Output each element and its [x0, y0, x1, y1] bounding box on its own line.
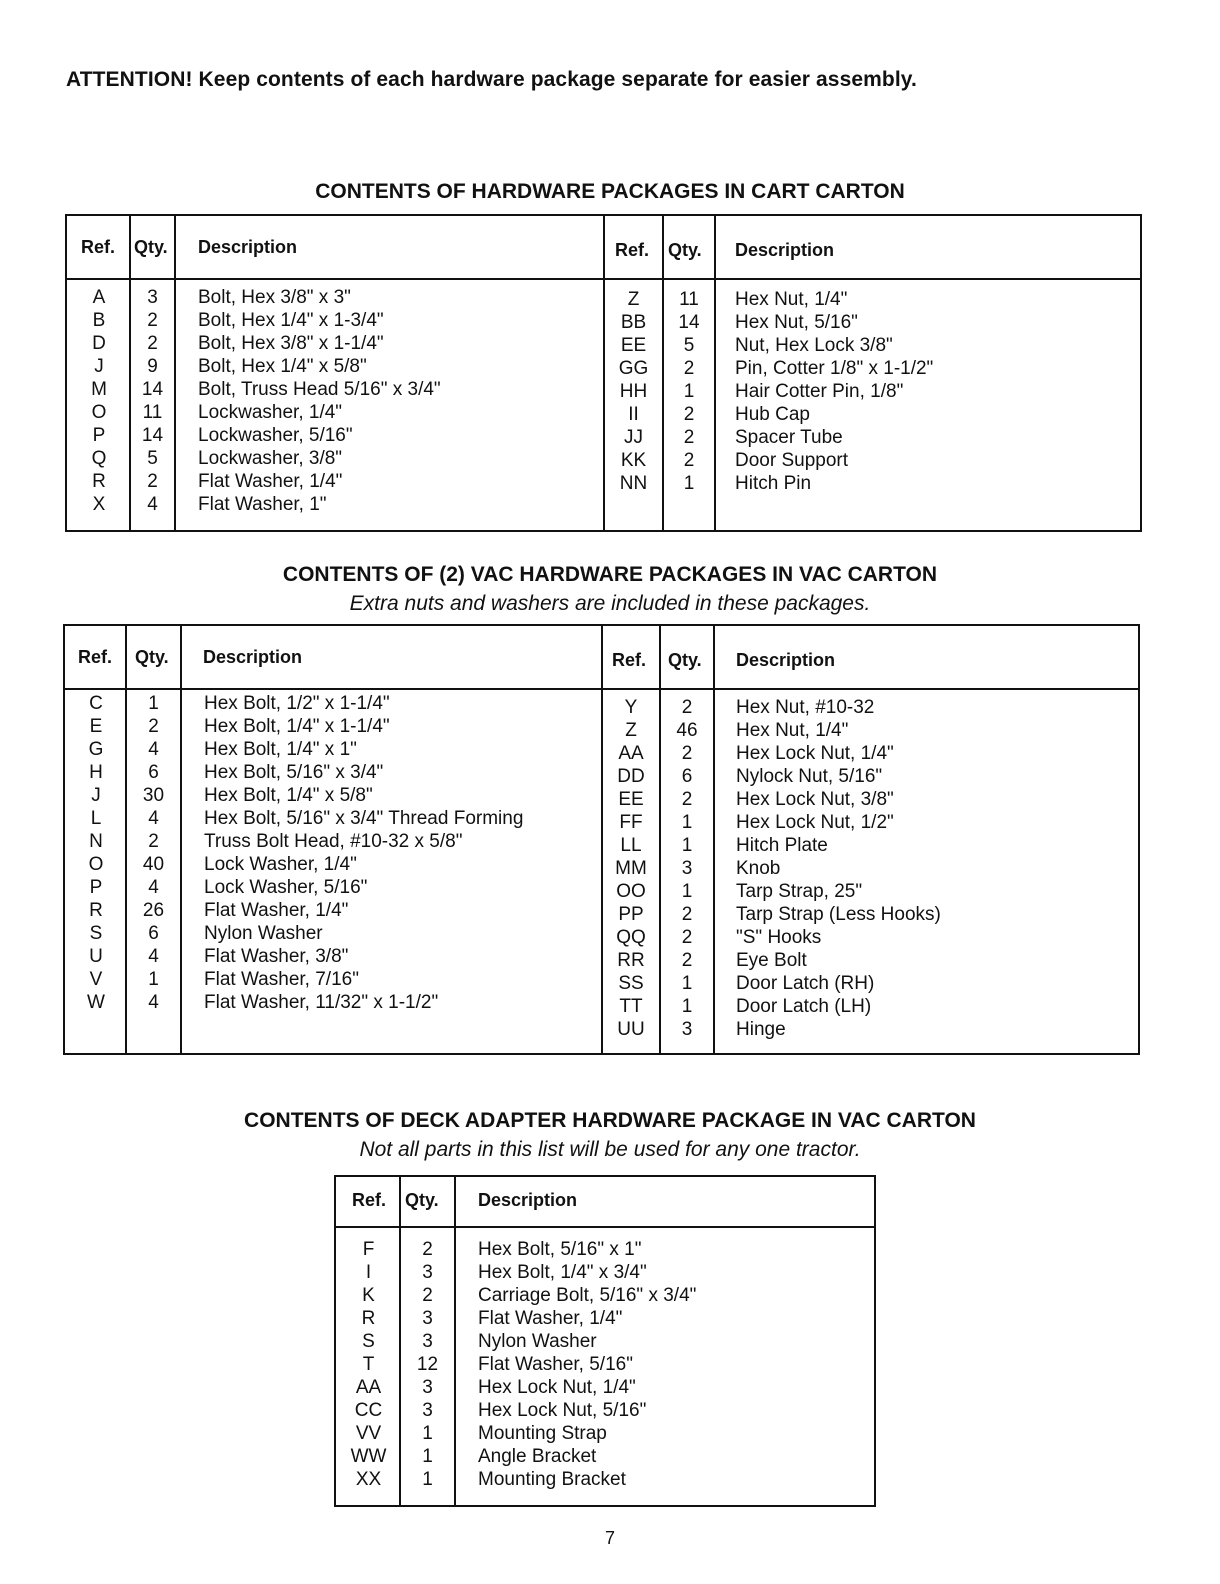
part-ref: K	[362, 1285, 375, 1306]
part-ref: S	[89, 923, 103, 944]
part-description: Hex Lock Nut, 5/16"	[478, 1400, 647, 1421]
part-qty: 1	[148, 969, 159, 990]
part-qty: 1	[683, 381, 695, 402]
header-description: Description	[736, 650, 836, 670]
part-description: Hitch Plate	[736, 835, 828, 856]
part-description: Mounting Strap	[478, 1423, 607, 1444]
part-qty: 2	[147, 471, 158, 492]
deck-hardware-table	[334, 1175, 876, 1507]
part-qty: 1	[683, 473, 695, 494]
part-description: Flat Washer, 1"	[198, 494, 327, 515]
part-qty: 12	[416, 1354, 439, 1375]
part-description: Flat Washer, 1/4"	[478, 1308, 623, 1329]
part-description: Angle Bracket	[478, 1446, 597, 1467]
part-description: Spacer Tube	[735, 427, 843, 448]
part-description: Hub Cap	[735, 404, 810, 425]
part-qty: 5	[683, 335, 695, 356]
cart-table-title: CONTENTS OF HARDWARE PACKAGES IN CART CARTON	[315, 180, 905, 203]
part-qty: 2	[683, 358, 695, 379]
part-qty: 1	[422, 1423, 433, 1444]
header-ref: Ref.	[81, 237, 116, 257]
part-ref: X	[92, 494, 106, 515]
part-description: Hex Bolt, 5/16" x 1"	[478, 1239, 642, 1260]
part-description: Lock Washer, 1/4"	[204, 854, 357, 875]
part-qty: 2	[683, 427, 695, 448]
part-ref: S	[362, 1331, 375, 1352]
part-ref-column	[67, 286, 131, 516]
part-ref: R	[92, 471, 106, 492]
part-qty: 1	[681, 835, 693, 856]
part-description: Bolt, Truss Head 5/16" x 3/4"	[198, 379, 441, 400]
header-ref: Ref.	[612, 650, 647, 670]
part-description: Bolt, Hex 3/8" x 3"	[198, 287, 351, 308]
part-description-column	[204, 692, 523, 1014]
part-qty: 11	[142, 402, 163, 423]
part-qty: 3	[422, 1308, 433, 1329]
part-ref: XX	[355, 1469, 382, 1490]
part-description: Hex Lock Nut, 3/8"	[736, 789, 894, 810]
part-description: Lockwasher, 5/16"	[198, 425, 353, 446]
part-description: Hex Bolt, 5/16" x 3/4" Thread Forming	[204, 808, 524, 829]
part-ref: L	[90, 808, 102, 829]
part-description: Hinge	[736, 1019, 786, 1040]
part-ref: FF	[619, 812, 643, 833]
part-description: Flat Washer, 11/32" x 1-1/2"	[204, 992, 439, 1013]
part-ref: KK	[620, 450, 647, 471]
part-qty: 9	[147, 356, 158, 377]
part-qty: 4	[148, 992, 159, 1013]
part-ref: AA	[618, 743, 644, 764]
part-ref: R	[89, 900, 103, 921]
part-description: Lock Washer, 5/16"	[204, 877, 368, 898]
header-ref: Ref.	[78, 647, 113, 667]
part-description: Hex Nut, #10-32	[736, 697, 875, 718]
vac-hardware-table	[63, 624, 1140, 1055]
part-ref: Q	[91, 448, 107, 469]
part-description: Hex Lock Nut, 1/4"	[478, 1377, 636, 1398]
part-description: Flat Washer, 7/16"	[204, 969, 359, 990]
part-description: Hex Nut, 1/4"	[736, 720, 849, 741]
part-ref: Z	[625, 720, 637, 741]
part-qty: 1	[422, 1469, 433, 1490]
part-qty: 6	[148, 923, 159, 944]
part-ref: QQ	[616, 927, 646, 948]
part-description: Door Latch (LH)	[736, 996, 872, 1017]
part-qty: 6	[148, 762, 159, 783]
part-qty: 3	[422, 1331, 433, 1352]
part-qty: 1	[681, 973, 693, 994]
part-qty: 3	[422, 1377, 433, 1398]
header-description: Description	[203, 647, 303, 667]
part-description-column	[735, 288, 933, 495]
part-qty: 11	[679, 289, 699, 310]
part-ref: J	[91, 785, 101, 806]
part-description: Mounting Bracket	[478, 1469, 626, 1490]
header-ref: Ref.	[352, 1190, 387, 1210]
part-description: Tarp Strap (Less Hooks)	[736, 904, 941, 925]
part-qty: 2	[148, 716, 159, 737]
header-qty: Qty.	[134, 237, 168, 257]
part-ref: M	[91, 379, 107, 400]
part-ref: EE	[620, 335, 647, 356]
part-description: Hex Lock Nut, 1/4"	[736, 743, 894, 764]
part-qty: 40	[142, 854, 165, 875]
part-description: Hair Cotter Pin, 1/8"	[735, 381, 904, 402]
part-ref: WW	[350, 1446, 387, 1467]
part-description: Bolt, Hex 3/8" x 1-1/4"	[198, 333, 384, 354]
part-description: Nylon Washer	[478, 1331, 597, 1352]
part-description: Carriage Bolt, 5/16" x 3/4"	[478, 1285, 697, 1306]
part-ref: RR	[617, 950, 645, 971]
part-qty-column	[664, 288, 714, 495]
part-ref-column	[65, 692, 127, 1014]
header-description: Description	[198, 237, 298, 257]
part-qty: 3	[422, 1262, 433, 1283]
cart-hardware-table	[65, 214, 1142, 532]
part-qty: 3	[422, 1400, 433, 1421]
part-ref: P	[89, 877, 103, 898]
part-description: Door Latch (RH)	[736, 973, 875, 994]
part-qty: 2	[147, 333, 158, 354]
part-description: Hex Nut, 1/4"	[735, 289, 848, 310]
part-ref: TT	[619, 996, 643, 1017]
part-description: Flat Washer, 1/4"	[204, 900, 349, 921]
part-description: Hex Bolt, 1/4" x 3/4"	[478, 1262, 647, 1283]
part-ref: V	[89, 969, 103, 990]
part-ref: J	[94, 356, 104, 377]
part-qty: 4	[148, 946, 159, 967]
part-ref: I	[365, 1262, 372, 1283]
vac-table-subtitle: Extra nuts and washers are included in these packages.	[349, 592, 871, 615]
part-ref: DD	[617, 766, 645, 787]
part-qty: 2	[681, 789, 693, 810]
part-description-column	[198, 286, 441, 516]
part-qty: 1	[681, 881, 693, 902]
part-ref: NN	[619, 473, 648, 494]
part-ref: CC	[354, 1400, 383, 1421]
part-ref: E	[89, 716, 103, 737]
part-ref: C	[89, 693, 103, 714]
part-qty: 2	[681, 904, 693, 925]
part-ref: O	[91, 402, 107, 423]
part-ref: PP	[618, 904, 644, 925]
part-ref: G	[88, 739, 104, 760]
part-qty-column	[401, 1238, 454, 1491]
part-qty: 4	[148, 877, 159, 898]
part-ref: HH	[619, 381, 648, 402]
part-ref: UU	[617, 1019, 645, 1040]
part-qty: 14	[678, 312, 700, 333]
part-qty: 30	[142, 785, 165, 806]
part-description: Truss Bolt Head, #10-32 x 5/8"	[204, 831, 463, 852]
part-qty: 14	[141, 425, 164, 446]
part-description: Flat Washer, 1/4"	[198, 471, 343, 492]
part-ref: O	[88, 854, 104, 875]
part-ref-column	[336, 1238, 401, 1491]
part-ref: H	[89, 762, 103, 783]
part-ref: II	[628, 404, 639, 425]
header-qty: Qty.	[668, 240, 702, 260]
part-qty: 2	[681, 697, 693, 718]
part-description: Door Support	[735, 450, 849, 471]
part-description: Pin, Cotter 1/8" x 1-1/2"	[735, 358, 934, 379]
part-ref: A	[92, 287, 106, 308]
part-ref: R	[361, 1308, 376, 1329]
part-description: Lockwasher, 3/8"	[198, 448, 343, 469]
part-qty-column	[131, 286, 174, 516]
part-description: Hex Bolt, 1/2" x 1-1/4"	[204, 693, 390, 714]
part-ref: LL	[620, 835, 642, 856]
part-qty: 4	[148, 739, 159, 760]
part-description: Flat Washer, 3/8"	[204, 946, 349, 967]
part-qty: 2	[148, 831, 159, 852]
part-ref: BB	[620, 312, 647, 333]
part-ref: SS	[618, 973, 644, 994]
part-description: Tarp Strap, 25"	[736, 881, 863, 902]
attention-notice: ATTENTION! Keep contents of each hardware package separate for easier assembly.	[66, 68, 917, 91]
part-description: Nylock Nut, 5/16"	[736, 766, 883, 787]
part-qty: 2	[681, 927, 693, 948]
part-qty: 1	[148, 693, 159, 714]
part-description: Hex Bolt, 1/4" x 1"	[204, 739, 357, 760]
part-qty: 2	[681, 950, 693, 971]
part-qty: 2	[683, 404, 695, 425]
part-qty: 2	[681, 743, 693, 764]
part-ref: EE	[618, 789, 644, 810]
part-qty: 2	[147, 310, 158, 331]
part-description: Lockwasher, 1/4"	[198, 402, 343, 423]
deck-table-title: CONTENTS OF DECK ADAPTER HARDWARE PACKAGE IN VAC CARTON	[244, 1109, 976, 1132]
part-description: Nut, Hex Lock 3/8"	[735, 335, 893, 356]
part-description: "S" Hooks	[736, 927, 822, 948]
part-description: Hex Nut, 5/16"	[735, 312, 858, 333]
part-ref: JJ	[624, 427, 643, 448]
part-ref-column	[603, 696, 659, 1041]
part-ref: AA	[355, 1377, 382, 1398]
part-ref: Y	[624, 697, 638, 718]
part-qty: 3	[681, 1019, 693, 1040]
part-ref: OO	[616, 881, 646, 902]
part-ref: N	[89, 831, 103, 852]
part-description: Bolt, Hex 1/4" x 5/8"	[198, 356, 367, 377]
part-qty-column	[127, 692, 180, 1014]
part-ref: T	[362, 1354, 375, 1375]
part-ref: D	[92, 333, 106, 354]
header-qty: Qty.	[405, 1190, 439, 1210]
part-ref: MM	[615, 858, 647, 879]
part-qty: 3	[147, 287, 158, 308]
header-description: Description	[735, 240, 835, 260]
header-qty: Qty.	[668, 650, 702, 670]
part-description: Nylon Washer	[204, 923, 323, 944]
part-ref: F	[362, 1239, 375, 1260]
part-qty: 14	[141, 379, 164, 400]
part-qty: 6	[681, 766, 693, 787]
part-qty: 26	[142, 900, 165, 921]
header-description: Description	[478, 1190, 578, 1210]
part-qty: 1	[422, 1446, 433, 1467]
part-ref: U	[89, 946, 103, 967]
part-description: Eye Bolt	[736, 950, 807, 971]
part-qty: 5	[147, 448, 158, 469]
part-description-column	[736, 696, 941, 1041]
part-qty: 3	[681, 858, 693, 879]
part-qty: 1	[681, 996, 693, 1017]
part-description: Hex Bolt, 5/16" x 3/4"	[204, 762, 384, 783]
part-qty: 46	[676, 720, 698, 741]
page-number: 7	[604, 1528, 615, 1548]
part-qty: 4	[148, 808, 159, 829]
part-description: Hitch Pin	[735, 473, 812, 494]
part-ref: GG	[618, 358, 649, 379]
part-description: Hex Bolt, 1/4" x 5/8"	[204, 785, 373, 806]
header-qty: Qty.	[135, 647, 169, 667]
part-ref: P	[92, 425, 106, 446]
part-ref-column	[605, 288, 662, 495]
part-qty: 1	[681, 812, 693, 833]
part-description: Flat Washer, 5/16"	[478, 1354, 633, 1375]
part-description: Hex Bolt, 1/4" x 1-1/4"	[204, 716, 390, 737]
part-ref: VV	[355, 1423, 382, 1444]
header-ref: Ref.	[615, 240, 650, 260]
part-qty: 2	[422, 1239, 433, 1260]
part-description: Bolt, Hex 1/4" x 1-3/4"	[198, 310, 384, 331]
part-ref: Z	[627, 289, 640, 310]
part-qty: 4	[147, 494, 158, 515]
part-qty: 2	[422, 1285, 433, 1306]
part-qty-column	[661, 696, 713, 1041]
part-qty: 2	[683, 450, 695, 471]
part-description-column	[478, 1238, 696, 1491]
part-description: Knob	[736, 858, 781, 879]
part-ref: B	[92, 310, 106, 331]
part-ref: W	[87, 992, 105, 1013]
part-description: Hex Lock Nut, 1/2"	[736, 812, 894, 833]
deck-table-subtitle: Not all parts in this list will be used for any one tractor.	[359, 1138, 861, 1161]
vac-table-title: CONTENTS OF (2) VAC HARDWARE PACKAGES IN VAC CARTON	[282, 563, 938, 586]
